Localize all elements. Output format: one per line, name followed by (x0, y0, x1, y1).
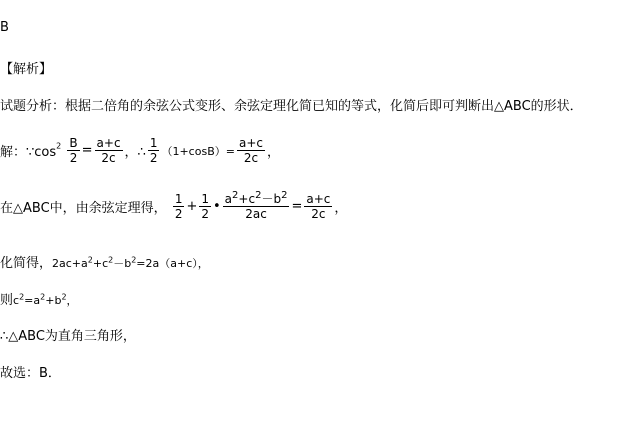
frac-den: 2 (201, 207, 209, 221)
sup-2: 2 (255, 190, 262, 201)
conclusion-line (0, 325, 136, 344)
law-prefix: 在△ABC中，由余弦定理得， (0, 201, 167, 216)
sup-2: 2 (40, 292, 46, 302)
solution-line (0, 136, 280, 165)
frac-den: 2 (149, 151, 158, 165)
section-title-text: 【解析】 (0, 62, 53, 77)
plus-sign: + (186, 199, 198, 214)
expr-part: 2ac+a (52, 257, 88, 270)
choice-text: 故选：B． (0, 366, 61, 381)
term-b: －b (261, 192, 282, 206)
sup-2: 2 (108, 255, 114, 265)
therefore-text: ，∴ (124, 145, 146, 160)
frac-num: a+c (96, 136, 121, 150)
frac-num: a+c (306, 192, 331, 206)
frac-num (223, 192, 290, 206)
fraction-half-a (173, 192, 185, 221)
equals: = (291, 199, 303, 214)
expr-part: +b (45, 294, 62, 307)
sup-2: 2 (131, 255, 137, 265)
fraction-apc-over-2c (95, 136, 123, 165)
sup-2: 2 (87, 255, 93, 265)
simplify-line (0, 252, 209, 271)
fraction-cosine-law (223, 192, 290, 221)
simplify-prefix: 化简得， (0, 256, 53, 271)
conclusion-text: ∴△ABC为直角三角形， (0, 329, 136, 344)
comma: ， (266, 145, 280, 160)
then-prefix: 则 (0, 293, 14, 308)
analysis-line (0, 95, 583, 114)
equals: = (81, 143, 93, 158)
frac-num: 1 (201, 192, 209, 206)
expr-part: =a (24, 294, 41, 307)
dot-operator: • (213, 199, 221, 214)
frac-den: 2ac (245, 207, 267, 221)
analysis-text: 试题分析：根据二倍角的余弦公式变形、余弦定理化简已知的等式，化简后即可判断出△ABC的形状． (0, 99, 583, 114)
answer-text: B (0, 20, 9, 35)
frac-den: 2c (311, 207, 326, 221)
frac-den: 2 (174, 207, 183, 221)
then-line (0, 289, 78, 308)
sup-2: 2 (61, 292, 67, 302)
sup-2: 2 (232, 190, 239, 201)
frac-num: a+c (238, 136, 263, 150)
frac-num: 1 (174, 192, 183, 206)
then-expression (13, 294, 78, 307)
cos-square-sup: 2 (56, 141, 62, 151)
expr-part: －b (113, 257, 132, 270)
expr-part: ， (66, 294, 78, 307)
expr-part: c (13, 294, 20, 307)
answer-line (0, 20, 9, 35)
law-of-cosines-line (0, 192, 347, 221)
section-title (0, 58, 52, 77)
fraction-apc-over-2c-3 (304, 192, 332, 221)
sup-2: 2 (281, 190, 288, 201)
frac-den: 2c (243, 151, 259, 165)
choice-line (0, 362, 61, 381)
expr-part: +c (92, 257, 109, 270)
frac-den: 2c (101, 151, 116, 165)
fraction-half-b (199, 192, 211, 221)
frac-num: B (69, 136, 78, 150)
one-plus-cos-text: （1+cosB）= (161, 144, 235, 158)
comma: ， (334, 201, 348, 216)
simplify-expression (52, 257, 209, 270)
fraction-b-over-2 (67, 136, 79, 165)
fraction-half (148, 136, 160, 165)
term-a: a (224, 192, 233, 206)
frac-den: 2 (69, 151, 78, 165)
sup-2: 2 (19, 292, 25, 302)
fraction-apc-over-2c-2 (237, 136, 265, 165)
frac-num: 1 (149, 136, 158, 150)
solution-prefix: 解：∵cos (0, 145, 57, 160)
term-c: +c (238, 192, 256, 206)
expr-part: =2a（a+c）， (136, 257, 209, 270)
